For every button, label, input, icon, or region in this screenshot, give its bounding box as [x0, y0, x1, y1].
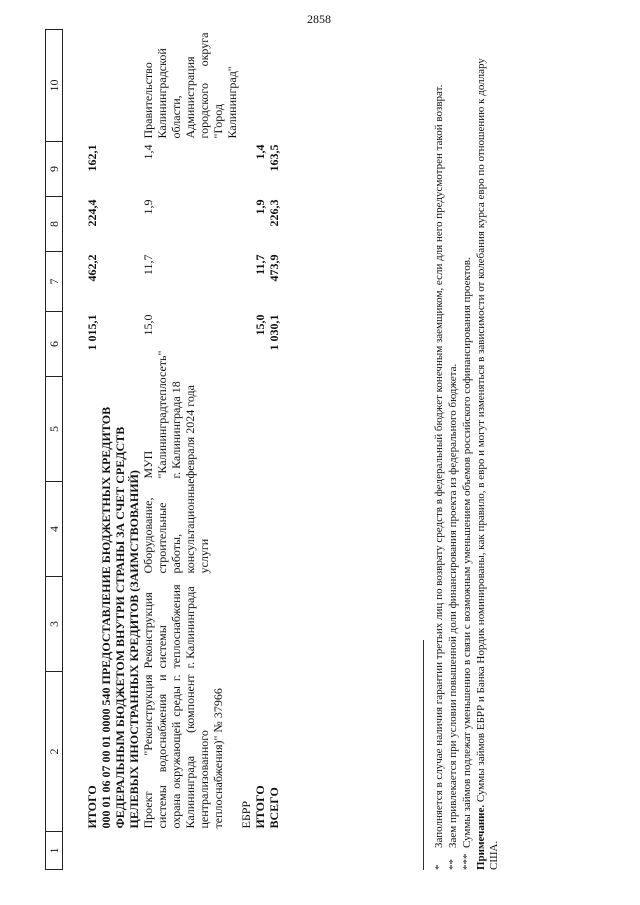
project-guarantor: Правительство Калининградской области, Администрация городского округа "Город Калининград" — [141, 32, 239, 139]
col-header-1: 1 — [46, 832, 63, 870]
column-number-row — [46, 30, 63, 870]
note-label: Примечание. — [475, 804, 487, 870]
itogo-ebrd-c6: 15,0 — [253, 314, 267, 336]
itogo-ebrd-c7: 11,7 — [253, 254, 267, 275]
itogo-c6: 1 015,1 — [85, 314, 99, 351]
project-c7: 11,7 — [141, 254, 155, 276]
col-header-9: 9 — [46, 142, 63, 197]
note — [475, 40, 501, 870]
footnote-divider — [423, 640, 424, 870]
itogo-ebrd-label: ИТОГО — [253, 785, 267, 829]
itogo-ebrd-c9: 1,4 — [253, 144, 267, 160]
project-name: Проект "Реконструкция системы водоснабжения и охрана окружающей среды г. Калининграда (компонент централизованного теплоснабжения)" № 37966 — [141, 674, 225, 829]
project-c6: 15,0 — [141, 314, 155, 336]
section-heading-row — [99, 30, 141, 870]
itogo-c9: 162,1 — [85, 144, 99, 172]
col-header-6: 6 — [46, 312, 63, 377]
project-borrower: МУП "Калининградтеплосеть" г. Калининграда 18 февраля 2024 года — [141, 350, 197, 479]
project-purpose: Реконструкция системы теплоснабжения г. Калининграда — [141, 584, 197, 669]
vsego-label: ВСЕГО — [267, 787, 281, 829]
footnote-1 — [433, 40, 446, 870]
footnote-1-text: Заполняется в случае наличия гарантии третьих лиц по возврату средств в федеральный бюджет конечным заемщиком, если для него предусмотрен такой возврат. — [433, 84, 445, 848]
loans-table — [45, 29, 281, 870]
col-header-5: 5 — [46, 377, 63, 482]
col-header-2: 2 — [46, 672, 63, 832]
itogo-row-ebrd — [253, 30, 267, 870]
col-header-10: 10 — [46, 30, 63, 142]
itogo-ebrd-c8: 1,9 — [253, 199, 267, 215]
footnote-3-mark: *** — [461, 853, 473, 870]
col-header-8: 8 — [46, 197, 63, 252]
section-heading: 000 01 06 07 00 01 0000 540 ПРЕДОСТАВЛЕНИЕ БЮДЖЕТНЫХ КРЕДИТОВ ФЕДЕРАЛЬНЫМ БЮДЖЕТОМ ВНУТРИ СТРАНЫ ЗА СЧЕТ СРЕДСТВ ЦЕЛЕВЫХ ИНОСТРАННЫХ КРЕДИТОВ (ЗАИМСТВОВАНИЙ) — [99, 406, 141, 829]
col-header-7: 7 — [46, 252, 63, 312]
vsego-row — [267, 30, 281, 870]
footnote-2 — [447, 40, 460, 870]
vsego-c7: 473,9 — [267, 254, 281, 282]
project-row — [141, 30, 239, 870]
vsego-c8: 226,3 — [267, 199, 281, 227]
project-c9: 1,4 — [141, 144, 155, 160]
footnote-2-text: Заем привлекается при условии повышенной доли финансирования проекта из федерального бюджета. — [447, 363, 459, 848]
page-number: 2858 — [307, 12, 331, 26]
col-header-4: 4 — [46, 482, 63, 577]
footnote-1-mark: * — [433, 864, 445, 870]
itogo-label: ИТОГО — [85, 785, 99, 829]
footnotes — [433, 40, 502, 870]
footnote-3 — [461, 40, 474, 870]
itogo-c7: 462,2 — [85, 254, 99, 282]
project-creditor: ЕБРР — [239, 800, 253, 829]
creditor-row — [239, 30, 253, 870]
col-header-3: 3 — [46, 577, 63, 672]
vsego-c6: 1 030,1 — [267, 314, 281, 351]
project-c8: 1,9 — [141, 199, 155, 215]
itogo-row-top — [85, 30, 99, 870]
itogo-c8: 224,4 — [85, 199, 99, 227]
project-goods: Оборудование, строительные работы, консультационные услуги — [141, 478, 211, 574]
note-text: Суммы займов ЕБРР и Банка Нордик номинированы, как правило, в евро и могут изменяться в зависимости от колебания курса евро по отношению к доллару США. — [475, 58, 500, 870]
rotated-document-body — [25, 0, 635, 870]
footnote-3-text: Суммы займов подлежат уменьшению в связи с возможным уменьшением объемов российского софинансирования проектов. — [461, 257, 473, 848]
footnote-2-mark: ** — [447, 859, 459, 870]
vsego-c9: 163,5 — [267, 144, 281, 172]
